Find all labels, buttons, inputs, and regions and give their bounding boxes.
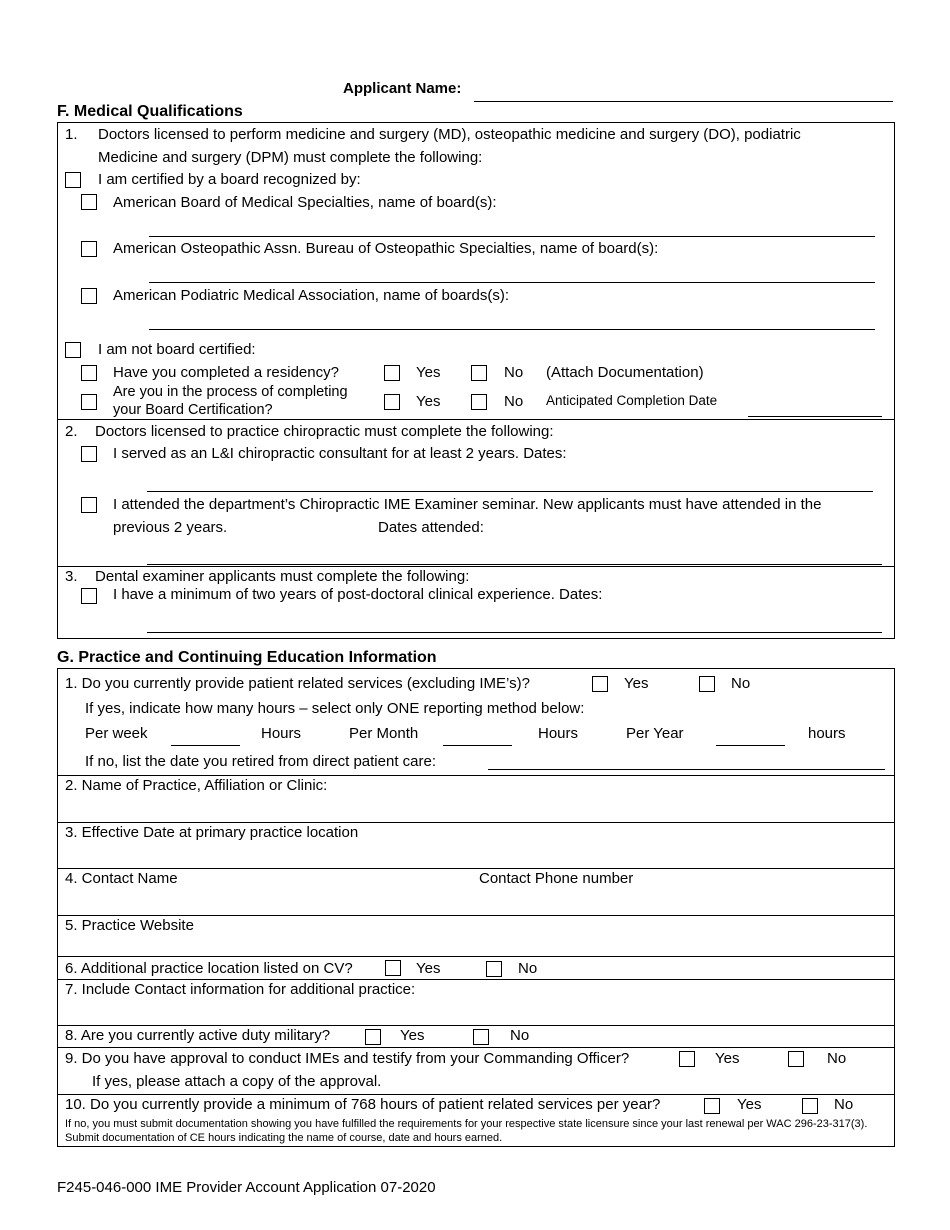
g-q9-yes-label: Yes bbox=[715, 1050, 740, 1067]
residency-label: Have you completed a residency? bbox=[113, 364, 339, 381]
g-divider-6 bbox=[57, 979, 895, 980]
anticipated-completion-input[interactable] bbox=[748, 416, 882, 417]
form-id-footer: F245-046-000 IME Provider Account Application 07-2020 bbox=[57, 1179, 436, 1196]
g-q8-yes-checkbox[interactable] bbox=[365, 1029, 381, 1045]
g-q10-no-label: No bbox=[834, 1096, 854, 1113]
f-q1-number: 1. bbox=[65, 126, 78, 143]
g-q6-label: 6. Additional practice location listed on CV? bbox=[65, 960, 353, 977]
g-divider-1 bbox=[57, 775, 895, 776]
dates-attended-label: Dates attended: bbox=[378, 519, 484, 536]
g-divider-5 bbox=[57, 956, 895, 957]
not-certified-checkbox[interactable] bbox=[65, 342, 81, 358]
g-q3-label: 3. Effective Date at primary practice location bbox=[65, 824, 359, 841]
attach-documentation-label: (Attach Documentation) bbox=[546, 364, 704, 381]
certified-checkbox[interactable] bbox=[65, 172, 81, 188]
abms-label: American Board of Medical Specialties, name of board(s): bbox=[113, 194, 497, 211]
apma-board-input[interactable] bbox=[149, 329, 875, 330]
g-q9-note: If yes, please attach a copy of the approval. bbox=[92, 1073, 382, 1090]
g-q9-no-checkbox[interactable] bbox=[788, 1051, 804, 1067]
apma-checkbox[interactable] bbox=[81, 288, 97, 304]
chiro-consultant-label: I served as an L&I chiropractic consultant for at least 2 years. Dates: bbox=[113, 445, 567, 462]
g-q7-label: 7. Include Contact information for additional practice: bbox=[65, 981, 416, 998]
g-q9-no-label: No bbox=[827, 1050, 847, 1067]
g-q6-yes-checkbox[interactable] bbox=[385, 960, 401, 976]
g-divider-4 bbox=[57, 915, 895, 916]
g-q5-label: 5. Practice Website bbox=[65, 917, 194, 934]
residency-no-checkbox[interactable] bbox=[471, 365, 487, 381]
g-q6-yes-label: Yes bbox=[416, 960, 441, 977]
board-process-line2: your Board Certification? bbox=[113, 402, 273, 418]
aoa-checkbox[interactable] bbox=[81, 241, 97, 257]
abms-board-input[interactable] bbox=[149, 236, 875, 237]
section-f-divider-1 bbox=[57, 419, 895, 420]
g-q1-label: 1. Do you currently provide patient related services (excluding IME’s)? bbox=[65, 675, 530, 692]
abms-checkbox[interactable] bbox=[81, 194, 97, 210]
aoa-board-input[interactable] bbox=[149, 282, 875, 283]
per-year-label: Per Year bbox=[626, 725, 684, 742]
not-certified-label: I am not board certified: bbox=[98, 341, 256, 358]
per-week-label: Per week bbox=[85, 725, 148, 742]
certified-label: I am certified by a board recognized by: bbox=[98, 171, 361, 188]
chiro-seminar-checkbox[interactable] bbox=[81, 497, 97, 513]
f-q3-intro: Dental examiner applicants must complete the following: bbox=[95, 568, 470, 585]
g-q10-label: 10. Do you currently provide a minimum of 768 hours of patient related services per year? bbox=[65, 1096, 661, 1113]
residency-no-label: No bbox=[504, 364, 524, 381]
g-q8-no-label: No bbox=[510, 1027, 530, 1044]
g-q10-yes-checkbox[interactable] bbox=[704, 1098, 720, 1114]
applicant-name-input[interactable] bbox=[474, 101, 893, 102]
retired-date-input[interactable] bbox=[488, 769, 885, 770]
g-q1-no-label: No bbox=[731, 675, 751, 692]
g-q8-yes-label: Yes bbox=[400, 1027, 425, 1044]
g-q1-yes-label: Yes bbox=[624, 675, 649, 692]
g-q8-no-checkbox[interactable] bbox=[473, 1029, 489, 1045]
contact-phone-label: Contact Phone number bbox=[479, 870, 634, 887]
board-process-no-checkbox[interactable] bbox=[471, 394, 487, 410]
section-f-title: F. Medical Qualifications bbox=[57, 103, 243, 120]
dental-experience-checkbox[interactable] bbox=[81, 588, 97, 604]
g-q9-yes-checkbox[interactable] bbox=[679, 1051, 695, 1067]
g-q8-label: 8. Are you currently active duty military? bbox=[65, 1027, 331, 1044]
hours-intro: If yes, indicate how many hours – select only ONE reporting method below: bbox=[85, 700, 585, 717]
g-q1-yes-checkbox[interactable] bbox=[592, 676, 608, 692]
f-q2-number: 2. bbox=[65, 423, 78, 440]
per-week-hours-input[interactable] bbox=[171, 745, 240, 746]
residency-checkbox[interactable] bbox=[81, 365, 97, 381]
g-divider-8 bbox=[57, 1047, 895, 1048]
g-divider-9 bbox=[57, 1094, 895, 1095]
per-month-hours-input[interactable] bbox=[443, 745, 512, 746]
f-q1-intro-line2: Medicine and surgery (DPM) must complete the following: bbox=[98, 149, 483, 166]
chiro-consultant-dates-input[interactable] bbox=[147, 491, 873, 492]
f-q1-intro-line1: Doctors licensed to perform medicine and surgery (MD), osteopathic medicine and surgery (DO), podiatric bbox=[98, 126, 801, 143]
chiro-seminar-line1: I attended the department’s Chiropractic IME Examiner seminar. New applicants must have attended in the bbox=[113, 496, 822, 513]
f-q3-number: 3. bbox=[65, 568, 78, 585]
per-year-hours-label: hours bbox=[808, 725, 846, 742]
board-process-checkbox[interactable] bbox=[81, 394, 97, 410]
board-process-yes-checkbox[interactable] bbox=[384, 394, 400, 410]
g-q10-yes-label: Yes bbox=[737, 1096, 762, 1113]
per-month-label: Per Month bbox=[349, 725, 419, 742]
chiro-seminar-line2: previous 2 years. bbox=[113, 519, 228, 536]
per-week-hours-label: Hours bbox=[261, 725, 302, 742]
anticipated-completion-label: Anticipated Completion Date bbox=[546, 393, 718, 408]
dates-attended-input[interactable] bbox=[147, 564, 882, 565]
g-q10-no-checkbox[interactable] bbox=[802, 1098, 818, 1114]
g-divider-2 bbox=[57, 822, 895, 823]
g-q6-no-label: No bbox=[518, 960, 538, 977]
residency-yes-label: Yes bbox=[416, 364, 441, 381]
g-q1-no-checkbox[interactable] bbox=[699, 676, 715, 692]
section-f-divider-2 bbox=[57, 566, 895, 567]
dental-experience-dates-input[interactable] bbox=[147, 632, 882, 633]
g-divider-7 bbox=[57, 1025, 895, 1026]
dental-experience-label: I have a minimum of two years of post-doctoral clinical experience. Dates: bbox=[113, 586, 603, 603]
g-divider-3 bbox=[57, 868, 895, 869]
retired-label: If no, list the date you retired from direct patient care: bbox=[85, 753, 437, 770]
aoa-label: American Osteopathic Assn. Bureau of Osteopathic Specialties, name of board(s): bbox=[113, 240, 659, 257]
per-month-hours-label: Hours bbox=[538, 725, 579, 742]
g-q2-label: 2. Name of Practice, Affiliation or Clinic: bbox=[65, 777, 328, 794]
board-process-no-label: No bbox=[504, 393, 524, 410]
g-q10-note: If no, you must submit documentation showing you have fulfilled the requirements for your respective state licensure since your last renewal per WAC 296-23-317(3). Submit documentation of CE hours indicating the name of course, date and hours earned. bbox=[65, 1118, 868, 1144]
section-g-title: G. Practice and Continuing Education Information bbox=[57, 649, 437, 666]
board-process-line1: Are you in the process of completing bbox=[113, 384, 348, 400]
g-q4-label: 4. Contact Name bbox=[65, 870, 178, 887]
f-q2-intro: Doctors licensed to practice chiropractic must complete the following: bbox=[95, 423, 554, 440]
residency-yes-checkbox[interactable] bbox=[384, 365, 400, 381]
apma-label: American Podiatric Medical Association, name of boards(s): bbox=[113, 287, 510, 304]
g-q9-label: 9. Do you have approval to conduct IMEs and testify from your Commanding Officer? bbox=[65, 1050, 630, 1067]
chiro-consultant-checkbox[interactable] bbox=[81, 446, 97, 462]
g-q6-no-checkbox[interactable] bbox=[486, 961, 502, 977]
board-process-yes-label: Yes bbox=[416, 393, 441, 410]
applicant-name-label: Applicant Name: bbox=[343, 80, 462, 97]
per-year-hours-input[interactable] bbox=[716, 745, 785, 746]
